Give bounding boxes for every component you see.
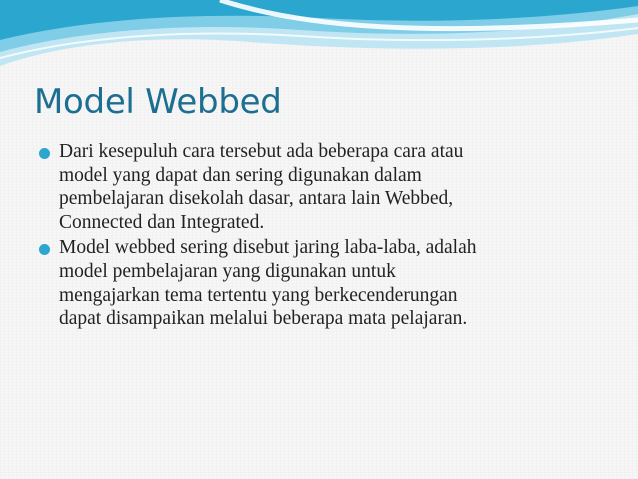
- bullet-1-line-2: model yang dapat dan sering digunakan dalam: [59, 164, 422, 186]
- slide-title: Model Webbed: [34, 82, 282, 122]
- bullet-2-line-1: Model webbed sering disebut jaring laba-laba, adalah: [59, 237, 477, 259]
- bullet-1-line-3: pembelajaran disekolah dasar, antara lain Webbed,: [59, 188, 454, 210]
- bullet-item-2: [34, 236, 594, 330]
- bullet-text-1: [59, 140, 594, 234]
- bullet-item-1: [34, 140, 594, 234]
- bullet-1-line-1: Dari kesepuluh cara tersebut ada beberapa cara atau: [59, 141, 464, 162]
- bullet-list: [34, 140, 594, 333]
- bullet-2-line-4: dapat disampaikan melalui beberapa mata pelajaran.: [59, 308, 468, 330]
- bullet-2-line-3: mengajarkan tema tertentu yang berkecenderungan: [59, 284, 458, 306]
- bullet-dot-icon: [39, 148, 50, 159]
- bullet-1-line-4: Connected dan Integrated.: [59, 211, 265, 233]
- bullet-2-line-2: model pembelajaran yang digunakan untuk: [59, 260, 396, 282]
- bullet-dot-icon: [39, 244, 50, 255]
- header-wave-decoration: [0, 0, 638, 80]
- bullet-text-2: [59, 236, 594, 330]
